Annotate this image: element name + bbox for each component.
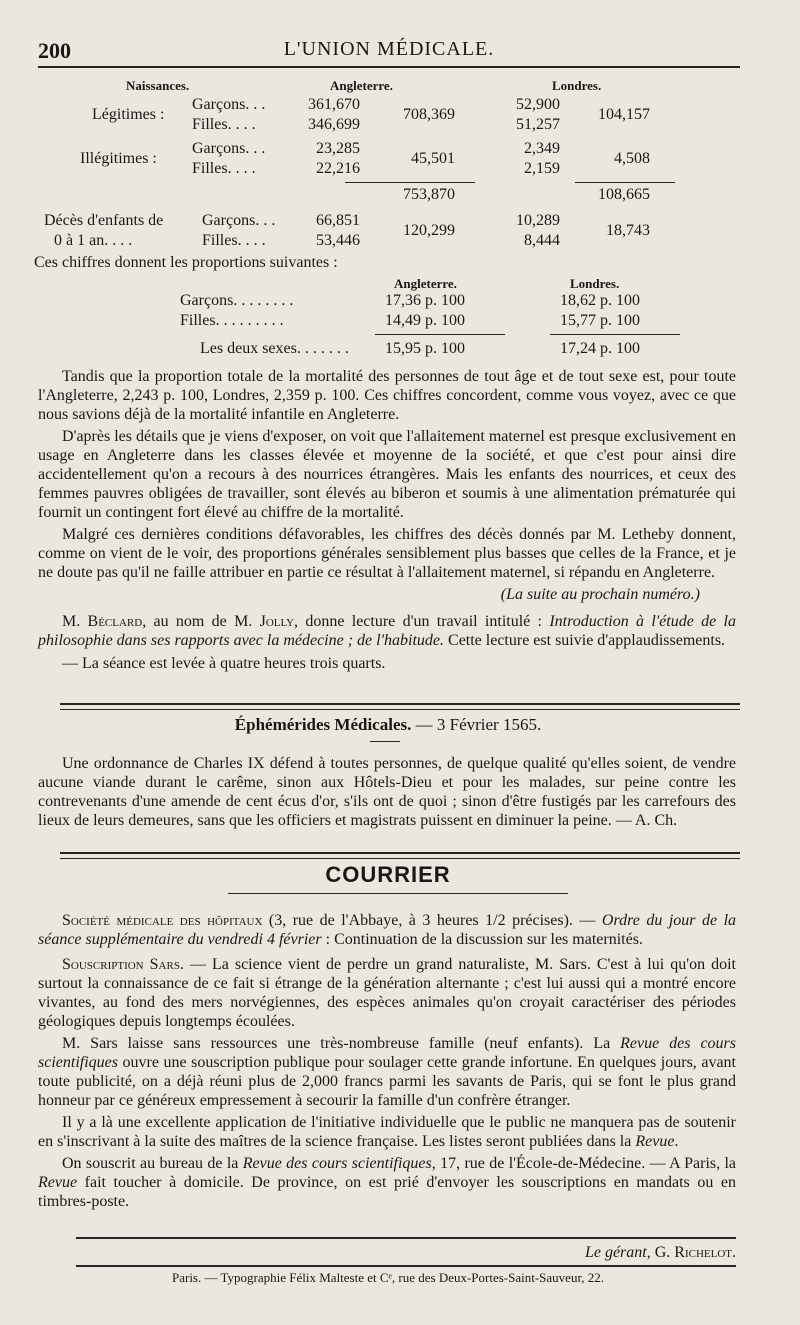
legit-label: Légitimes : xyxy=(92,106,165,123)
journal-name-3: Revue des cours scientifiques xyxy=(242,1155,432,1172)
props-rule-eng xyxy=(375,334,505,335)
ephemerides-heading xyxy=(38,715,738,735)
initiative-a: Il y a là une excellente application de l'initiative individuelle que le public ne manquera pas de soutenir en s'inscrivant à la suite des maîtres de la science française. Les listes seront publiées dans la xyxy=(38,1114,736,1150)
grand-total-lon: 108,665 xyxy=(598,186,650,203)
legit-girls-eng: 346,699 xyxy=(308,116,360,133)
props-both-lon: 17,24 p. 100 xyxy=(560,340,640,357)
paragraph-subscribe-info xyxy=(38,1154,736,1211)
societe-order: Ordre du jour de la séance supplémentaire du vendredi 4 février xyxy=(38,912,737,948)
societe-text-b: : Continuation de la discussion sur les maternités. xyxy=(321,931,643,948)
births-label: Naissances. xyxy=(126,78,190,93)
deaths-girls-label: Filles. . . . xyxy=(202,232,266,249)
subscribe-a: On souscrit au bureau de la xyxy=(62,1155,243,1172)
paragraph-souscription xyxy=(38,955,736,1031)
props-both-eng: 15,95 p. 100 xyxy=(385,340,465,357)
journal-name-1: Revue des cours scientifiques xyxy=(38,1035,736,1071)
illeg-boys-eng: 23,285 xyxy=(316,140,360,157)
total-rule-lon xyxy=(575,182,675,183)
ephemerides-title: Éphémérides Médicales. xyxy=(234,715,412,734)
deaths-total-eng: 120,299 xyxy=(403,222,455,239)
deaths-boys-eng: 66,851 xyxy=(316,212,360,229)
signature-rule xyxy=(76,1237,736,1239)
courrier-text xyxy=(38,911,736,1211)
props-girls-lon: 15,77 p. 100 xyxy=(560,312,640,329)
col-england: Angleterre. xyxy=(330,78,393,93)
initiative-b: . xyxy=(674,1133,679,1150)
legit-total-eng: 708,369 xyxy=(403,106,455,123)
signature-name: G. Richelot. xyxy=(654,1244,736,1261)
paragraph-breastfeeding: D'après les détails que je viens d'exposer, on voit que l'allaitement maternel est presque exclusivement en usage en Angleterre dans les classes élevée et moyenne de la société, et que c'est pour ainsi dire accidentellement qu'on a recours à des nourrices étrangères. Mais les enfants des nourrices, et ceux des femmes pauvres obligées de travailler, sont élevés au biberon et soumis à une alimentation prématurée qui fournit un contingent fort élevé au chiffre de la mortalité. xyxy=(38,428,736,521)
running-title: L'UNION MÉDICALE. xyxy=(283,38,495,60)
ephemerides-short-rule xyxy=(370,741,400,742)
legit-girls-label: Filles. . . . xyxy=(192,116,256,133)
ephemerides-text-block xyxy=(38,754,736,830)
props-both-label: Les deux sexes. . . . . . . xyxy=(200,340,349,357)
separator-courrier xyxy=(60,852,740,859)
paragraph-sars-family xyxy=(38,1034,736,1110)
to-be-continued: (La suite au prochain numéro.) xyxy=(500,586,700,603)
legit-total-lon: 104,157 xyxy=(598,106,650,123)
main-text xyxy=(38,367,736,673)
paragraph-letheby: Malgré ces dernières conditions défavorables, les chiffres des décès donnés par M. Letheby donnent, comme on vient de le voir, des proportions générales sensiblement plus basses que celles de la France, et je ne doute pas qu'il ne faille attribuer en partie ce résultat à l'allaitement maternel, si répandu en Angleterre. xyxy=(38,526,736,581)
illegit-label: Illégitimes : xyxy=(80,150,157,167)
paragraph-mortality: Tandis que la proportion totale de la mortalité des personnes de tout âge et de tout sexe est, pour toute l'Angleterre, 2,243 p. 100, Londres, 2,359 p. 100. Ces chiffres concordent, comme vous voyez, avec ce que nous savions déjà de la mortalité infantile en Angleterre. xyxy=(38,368,736,423)
sars-family-a: M. Sars laisse sans ressources une très-nombreuse famille (neuf enfants). La xyxy=(62,1035,621,1052)
separator-ephemerides xyxy=(60,703,740,710)
souscription-text: — La science vient de perdre un grand naturaliste, M. Sars. C'est à lui qu'on doit surtout la connaissance de ce fait si étrange de la génération alternante ; c'est lui aussi qui a montré encore vivantes, au fond des mers norvégiennes, des espèces animales qu'on croyait caractériser des périodes géologiques depuis longtemps écoulées. xyxy=(38,956,736,1030)
props-rule-lon xyxy=(550,334,680,335)
total-rule-eng xyxy=(345,182,475,183)
illeg-girls-eng: 22,216 xyxy=(316,160,360,177)
legit-girls-lon: 51,257 xyxy=(516,116,560,133)
page-header xyxy=(38,36,740,68)
ephemerides-date: — 3 Février 1565. xyxy=(415,715,542,734)
illegit-boys-label: Garçons. . . xyxy=(192,140,266,157)
page-number: 200 xyxy=(38,38,71,63)
proportions-intro-row xyxy=(34,254,740,276)
grand-total-row xyxy=(40,182,740,206)
props-boys-lon: 18,62 p. 100 xyxy=(560,292,640,309)
deaths-block xyxy=(40,212,740,254)
props-header-row xyxy=(40,276,740,292)
illeg-boys-lon: 2,349 xyxy=(524,140,560,157)
props-girls-row xyxy=(40,312,740,332)
ephemerides-text: Une ordonnance de Charles IX défend à toutes personnes, de quelque qualité qu'elles soient, de vendre aucune viande durant le carême, sinon aux Hôtels-Dieu et pour les malades, sur peine contre les contrevenants d'une amende de cent écus d'or, s'ils ont de quoi ; sinon d'être fustigés par les carrefours des lieux de leurs demeures, sans que les officiers et magistrats puissent en diminuer la peine. — A. Ch. xyxy=(38,755,736,829)
illegit-girls-label: Filles. . . . xyxy=(192,160,256,177)
proportions-intro: Ces chiffres donnent les proportions suivantes : xyxy=(34,254,338,271)
sars-family-b: ouvre une souscription publique pour soulager cette grande infortune. En quelques jours, avant toute publicité, on a déjà réuni plus de 2,000 francs parmi les savants de Paris, qui se font le plus grand honneur par ce généreux empressement à secourir la famille d'un confrère étranger. xyxy=(38,1054,736,1109)
props-girls-label: Filles. . . . . . . . . xyxy=(180,312,284,329)
illeg-total-eng: 45,501 xyxy=(411,150,455,167)
props-col-london: Londres. xyxy=(570,276,620,291)
props-col-england: Angleterre. xyxy=(394,276,457,291)
props-boys-eng: 17,36 p. 100 xyxy=(385,292,465,309)
footer-rule xyxy=(76,1265,736,1267)
illeg-girls-lon: 2,159 xyxy=(524,160,560,177)
societe-name: Société médicale des hôpitaux xyxy=(62,912,263,929)
beclard-text-b: , donne lecture d'un travail intitulé : xyxy=(294,613,550,630)
legit-boys-label: Garçons. . . xyxy=(192,96,266,113)
props-girls-eng: 14,49 p. 100 xyxy=(385,312,465,329)
deaths-label-2: 0 à 1 an. . . . xyxy=(54,232,133,249)
courrier-rule xyxy=(228,893,568,894)
props-boys-label: Garçons. . . . . . . . xyxy=(180,292,294,309)
beclard-text-c: Cette lecture est suivie d'applaudissements. xyxy=(444,632,726,649)
name-jolly: M. Jolly xyxy=(234,613,295,630)
col-london: Londres. xyxy=(552,78,602,93)
paragraph-seance-levee: — La séance est levée à quatre heures trois quarts. xyxy=(62,655,386,672)
grand-total-eng: 753,870 xyxy=(403,186,455,203)
deaths-boys-lon: 10,289 xyxy=(516,212,560,229)
journal-name-4: Revue xyxy=(38,1174,78,1191)
signature xyxy=(38,1243,736,1262)
paragraph-beclard xyxy=(38,612,736,650)
work-title: Introduction à l'étude de la philosophie dans ses rapports avec la médecine ; de l'habitude. xyxy=(38,613,736,649)
beclard-text-a: , au nom de xyxy=(142,613,235,630)
legit-boys-lon: 52,900 xyxy=(516,96,560,113)
subscribe-c: fait toucher à domicile. De province, on est prié d'envoyer les souscriptions en mandats ou en timbres-poste. xyxy=(38,1174,736,1210)
subscribe-b: , 17, rue de l'École-de-Médecine. — A Paris, la xyxy=(431,1155,737,1172)
souscription-title: Souscription Sars. xyxy=(62,956,184,973)
deaths-boys-label: Garçons. . . xyxy=(202,212,276,229)
deaths-label-1: Décès d'enfants de xyxy=(44,212,164,229)
births-table xyxy=(34,78,740,362)
illeg-total-lon: 4,508 xyxy=(614,150,650,167)
legit-boys-eng: 361,670 xyxy=(308,96,360,113)
signature-role: Le gérant, xyxy=(584,1244,651,1261)
legit-block xyxy=(40,96,740,136)
societe-text-a: (3, rue de l'Abbaye, à 3 heures 1/2 précises). — xyxy=(262,912,602,929)
illegit-block xyxy=(40,140,740,182)
journal-name-2: Revue xyxy=(635,1133,675,1150)
courrier-title: COURRIER xyxy=(325,862,451,887)
props-boys-row xyxy=(40,292,740,312)
paragraph-initiative xyxy=(38,1113,736,1151)
props-both-row xyxy=(40,332,740,362)
printer-footer: Paris. — Typographie Félix Malteste et Cᵉ, rue des Deux-Portes-Saint-Sauveur, 22. xyxy=(171,1270,605,1285)
deaths-girls-lon: 8,444 xyxy=(524,232,560,249)
paragraph-societe xyxy=(38,911,736,949)
name-beclard: M. Béclard xyxy=(62,613,143,630)
deaths-total-lon: 18,743 xyxy=(606,222,650,239)
deaths-girls-eng: 53,446 xyxy=(316,232,360,249)
